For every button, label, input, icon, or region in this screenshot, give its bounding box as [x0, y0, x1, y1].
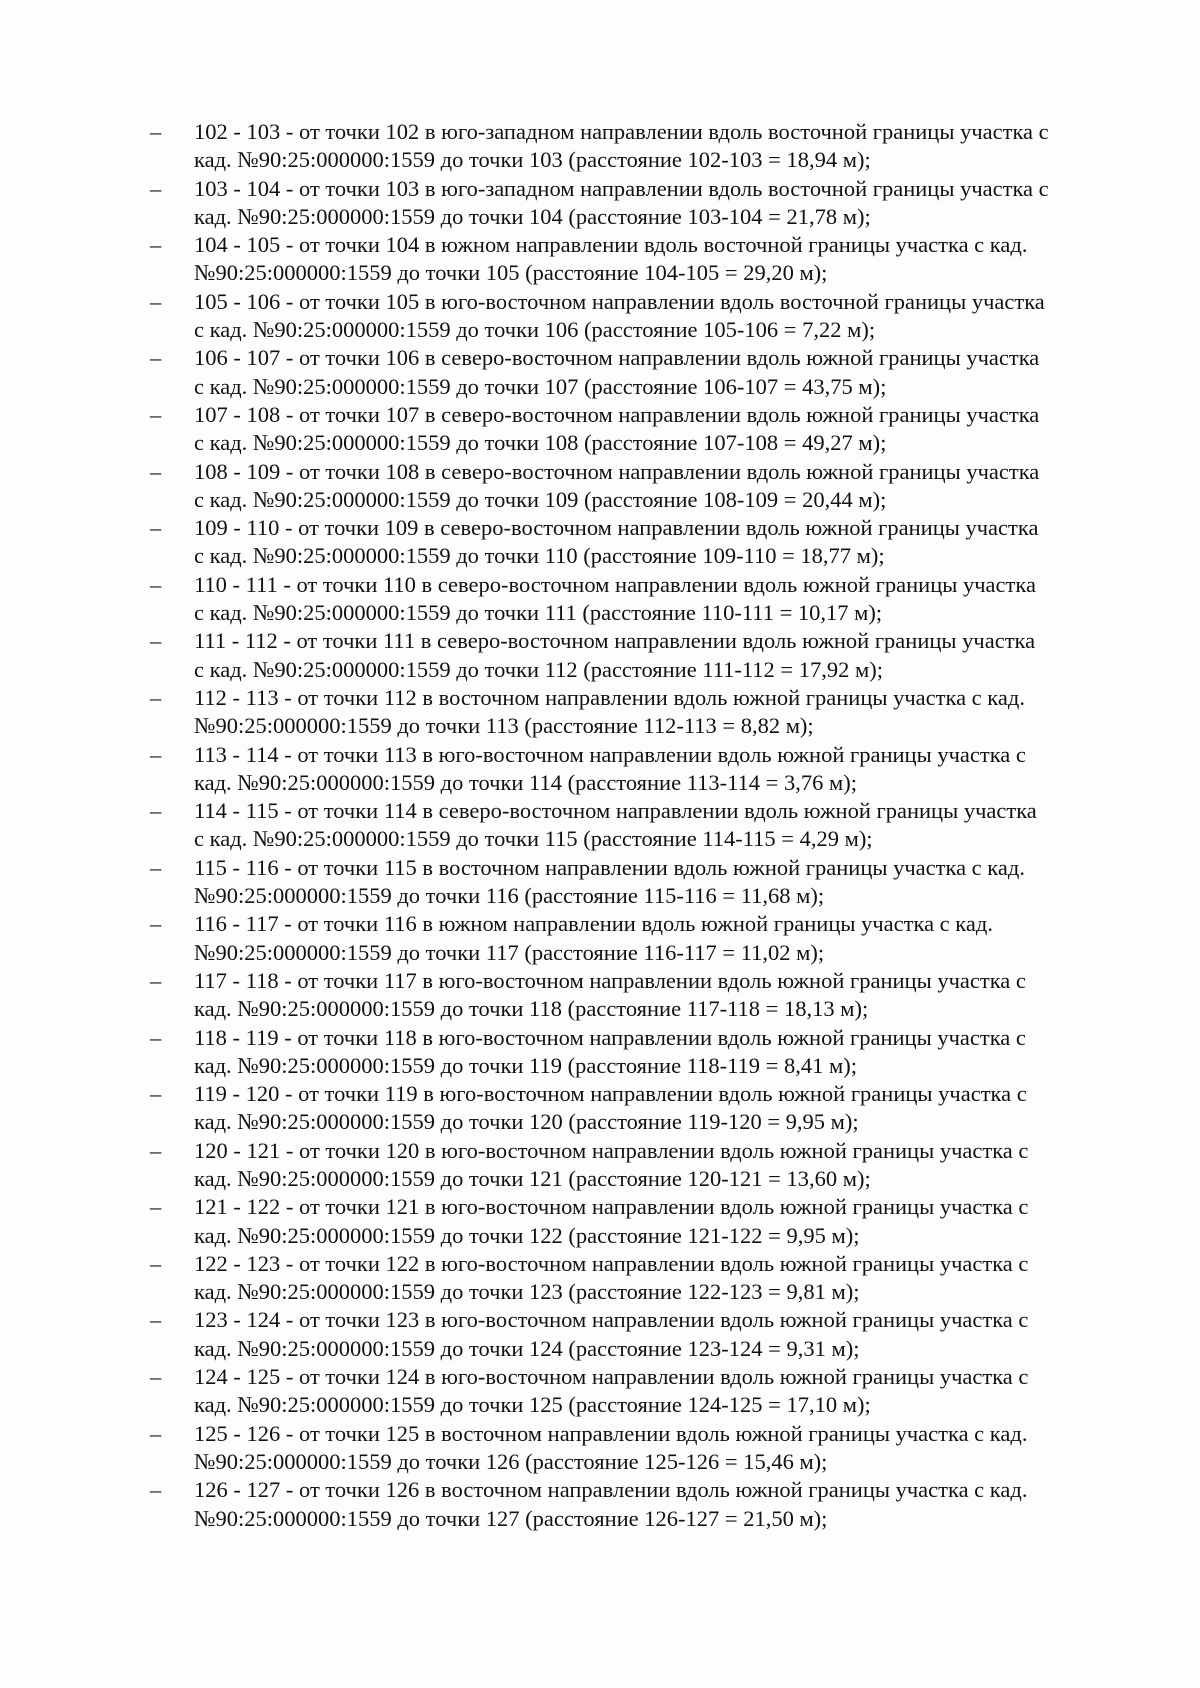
- list-item: [150, 1137, 1115, 1194]
- list-item-text: [194, 1306, 1115, 1363]
- list-item: [150, 854, 1115, 911]
- list-item-text: [194, 684, 1115, 741]
- list-item-line: кад. №90:25:000000:1559 до точки 103 (расстояние 102-103 = 18,94 м);: [194, 147, 871, 173]
- list-item-line: с кад. №90:25:000000:1559 до точки 115 (расстояние 114-115 = 4,29 м);: [194, 826, 873, 852]
- list-item: [150, 1193, 1115, 1250]
- list-item-line: с кад. №90:25:000000:1559 до точки 111 (расстояние 110-111 = 10,17 м);: [194, 600, 883, 626]
- list-item-line: 105 - 106 - от точки 105 в юго-восточном направлении вдоль восточной границы участка: [194, 288, 1045, 314]
- list-item: [150, 741, 1115, 798]
- list-dash: –: [150, 345, 162, 371]
- list-item-line: 117 - 118 - от точки 117 в юго-восточном направлении вдоль южной границы участка с: [194, 967, 1026, 993]
- list-item-line: с кад. №90:25:000000:1559 до точки 112 (расстояние 111-112 = 17,92 м);: [194, 656, 883, 682]
- list-dash: –: [150, 232, 162, 258]
- list-item-text: [194, 1137, 1115, 1194]
- list-item-text: [194, 1420, 1115, 1477]
- list-item-line: №90:25:000000:1559 до точки 105 (расстояние 104-105 = 29,20 м);: [194, 260, 828, 286]
- list-item: [150, 344, 1115, 401]
- list-item-line: 116 - 117 - от точки 116 в южном направлении вдоль южной границы участка с кад.: [194, 911, 993, 937]
- list-item-line: 123 - 124 - от точки 123 в юго-восточном направлении вдоль южной границы участка с: [194, 1307, 1029, 1333]
- list-item-line: 103 - 104 - от точки 103 в юго-западном направлении вдоль восточной границы участка с: [194, 175, 1049, 201]
- list-item-line: кад. №90:25:000000:1559 до точки 104 (расстояние 103-104 = 21,78 м);: [194, 203, 871, 229]
- list-dash: –: [150, 1420, 162, 1446]
- list-item-text: [194, 344, 1115, 401]
- list-dash: –: [150, 628, 162, 654]
- list-item: [150, 1476, 1115, 1533]
- list-dash: –: [150, 967, 162, 993]
- list-dash: –: [150, 1250, 162, 1276]
- list-dash: –: [150, 854, 162, 880]
- list-item: [150, 401, 1115, 458]
- list-item-text: [194, 231, 1115, 288]
- list-item-line: 121 - 122 - от точки 121 в юго-восточном направлении вдоль южной границы участка с: [194, 1194, 1029, 1220]
- list-item-text: [194, 401, 1115, 458]
- list-item-text: [194, 1476, 1115, 1533]
- list-item: [150, 288, 1115, 345]
- list-item-line: 115 - 116 - от точки 115 в восточном направлении вдоль южной границы участка с кад.: [194, 854, 1025, 880]
- list-dash: –: [150, 401, 162, 427]
- list-item-text: [194, 1080, 1115, 1137]
- list-item: [150, 1420, 1115, 1477]
- list-dash: –: [150, 119, 162, 144]
- list-item-line: 111 - 112 - от точки 111 в северо-восточном направлении вдоль южной границы участка: [194, 628, 1036, 654]
- list-dash: –: [150, 1307, 162, 1333]
- list-item-text: [194, 458, 1115, 515]
- list-item-line: 124 - 125 - от точки 124 в юго-восточном направлении вдоль южной границы участка с: [194, 1364, 1029, 1390]
- list-item: [150, 571, 1115, 628]
- list-dash: –: [150, 175, 162, 201]
- list-dash: –: [150, 1194, 162, 1220]
- list-item-text: [194, 627, 1115, 684]
- list-item-line: №90:25:000000:1559 до точки 117 (расстояние 116-117 = 11,02 м);: [194, 939, 825, 965]
- list-item: [150, 118, 1115, 175]
- list-item-line: кад. №90:25:000000:1559 до точки 120 (расстояние 119-120 = 9,95 м);: [194, 1109, 859, 1135]
- list-item-line: 112 - 113 - от точки 112 в восточном направлении вдоль южной границы участка с кад.: [194, 684, 1025, 710]
- list-item-line: кад. №90:25:000000:1559 до точки 119 (расстояние 118-119 = 8,41 м);: [194, 1052, 857, 1078]
- list-dash: –: [150, 1364, 162, 1390]
- list-item-text: [194, 118, 1115, 175]
- list-item: [150, 1024, 1115, 1081]
- list-item-line: 118 - 119 - от точки 118 в юго-восточном направлении вдоль южной границы участка с: [194, 1024, 1026, 1050]
- list-item-text: [194, 967, 1115, 1024]
- list-item-line: 114 - 115 - от точки 114 в северо-восточном направлении вдоль южной границы участка: [194, 798, 1037, 824]
- list-dash: –: [150, 1081, 162, 1107]
- list-item-line: с кад. №90:25:000000:1559 до точки 110 (расстояние 109-110 = 18,77 м);: [194, 543, 885, 569]
- list-item: [150, 967, 1115, 1024]
- list-item-line: кад. №90:25:000000:1559 до точки 125 (расстояние 124-125 = 17,10 м);: [194, 1392, 871, 1418]
- list-item-line: 109 - 110 - от точки 109 в северо-восточном направлении вдоль южной границы участка: [194, 515, 1039, 541]
- list-item: [150, 797, 1115, 854]
- list-item-text: [194, 741, 1115, 798]
- list-item-line: 110 - 111 - от точки 110 в северо-восточном направлении вдоль южной границы участка: [194, 571, 1036, 597]
- list-item-line: с кад. №90:25:000000:1559 до точки 106 (расстояние 105-106 = 7,22 м);: [194, 317, 876, 343]
- list-item-line: 104 - 105 - от точки 104 в южном направлении вдоль восточной границы участка с кад.: [194, 232, 1028, 258]
- boundary-points-list: [150, 118, 1115, 1533]
- list-item-text: [194, 514, 1115, 571]
- list-item-line: 102 - 103 - от точки 102 в юго-западном направлении вдоль восточной границы участка с: [194, 119, 1049, 144]
- list-item-line: 106 - 107 - от точки 106 в северо-восточном направлении вдоль южной границы участка: [194, 345, 1040, 371]
- list-item-line: 126 - 127 - от точки 126 в восточном направлении вдоль южной границы участка с кад.: [194, 1477, 1028, 1503]
- list-item-text: [194, 910, 1115, 967]
- list-item-line: 107 - 108 - от точки 107 в северо-восточном направлении вдоль южной границы участка: [194, 401, 1040, 427]
- list-item-text: [194, 797, 1115, 854]
- list-item-line: №90:25:000000:1559 до точки 126 (расстояние 125-126 = 15,46 м);: [194, 1448, 828, 1474]
- list-item: [150, 1250, 1115, 1307]
- list-item-line: 113 - 114 - от точки 113 в юго-восточном направлении вдоль южной границы участка с: [194, 741, 1026, 767]
- list-dash: –: [150, 458, 162, 484]
- list-item-line: кад. №90:25:000000:1559 до точки 121 (расстояние 120-121 = 13,60 м);: [194, 1165, 871, 1191]
- list-item-line: №90:25:000000:1559 до точки 113 (расстояние 112-113 = 8,82 м);: [194, 713, 814, 739]
- list-item-text: [194, 854, 1115, 911]
- list-item: [150, 910, 1115, 967]
- list-item-text: [194, 175, 1115, 232]
- list-item-line: №90:25:000000:1559 до точки 116 (расстояние 115-116 = 11,68 м);: [194, 883, 825, 909]
- list-item-line: №90:25:000000:1559 до точки 127 (расстояние 126-127 = 21,50 м);: [194, 1505, 828, 1531]
- list-item-text: [194, 1193, 1115, 1250]
- list-item-line: 120 - 121 - от точки 120 в юго-восточном направлении вдоль южной границы участка с: [194, 1137, 1029, 1163]
- list-item-text: [194, 288, 1115, 345]
- list-item: [150, 514, 1115, 571]
- list-item-line: с кад. №90:25:000000:1559 до точки 109 (расстояние 108-109 = 20,44 м);: [194, 486, 887, 512]
- list-item: [150, 1080, 1115, 1137]
- list-item: [150, 458, 1115, 515]
- list-dash: –: [150, 1477, 162, 1503]
- list-item-line: с кад. №90:25:000000:1559 до точки 108 (расстояние 107-108 = 49,27 м);: [194, 430, 887, 456]
- list-dash: –: [150, 798, 162, 824]
- list-dash: –: [150, 741, 162, 767]
- list-dash: –: [150, 515, 162, 541]
- list-item-text: [194, 571, 1115, 628]
- list-item-line: 119 - 120 - от точки 119 в юго-восточном направлении вдоль южной границы участка с: [194, 1081, 1027, 1107]
- list-item: [150, 1306, 1115, 1363]
- list-item-text: [194, 1250, 1115, 1307]
- list-item-line: 108 - 109 - от точки 108 в северо-восточном направлении вдоль южной границы участка: [194, 458, 1040, 484]
- list-item: [150, 684, 1115, 741]
- list-dash: –: [150, 571, 162, 597]
- list-item: [150, 1363, 1115, 1420]
- list-item-line: кад. №90:25:000000:1559 до точки 123 (расстояние 122-123 = 9,81 м);: [194, 1279, 860, 1305]
- list-item-line: 125 - 126 - от точки 125 в восточном направлении вдоль южной границы участка с кад.: [194, 1420, 1028, 1446]
- list-dash: –: [150, 1137, 162, 1163]
- list-item-line: с кад. №90:25:000000:1559 до точки 107 (расстояние 106-107 = 43,75 м);: [194, 373, 887, 399]
- list-dash: –: [150, 288, 162, 314]
- list-item-line: кад. №90:25:000000:1559 до точки 114 (расстояние 113-114 = 3,76 м);: [194, 769, 857, 795]
- list-item-line: 122 - 123 - от точки 122 в юго-восточном направлении вдоль южной границы участка с: [194, 1250, 1029, 1276]
- list-item: [150, 627, 1115, 684]
- list-item: [150, 175, 1115, 232]
- list-dash: –: [150, 1024, 162, 1050]
- list-item-line: кад. №90:25:000000:1559 до точки 118 (расстояние 117-118 = 18,13 м);: [194, 996, 869, 1022]
- list-item-line: кад. №90:25:000000:1559 до точки 124 (расстояние 123-124 = 9,31 м);: [194, 1335, 860, 1361]
- list-item-text: [194, 1024, 1115, 1081]
- list-item-line: кад. №90:25:000000:1559 до точки 122 (расстояние 121-122 = 9,95 м);: [194, 1222, 860, 1248]
- list-item-text: [194, 1363, 1115, 1420]
- list-dash: –: [150, 684, 162, 710]
- list-dash: –: [150, 911, 162, 937]
- list-item: [150, 231, 1115, 288]
